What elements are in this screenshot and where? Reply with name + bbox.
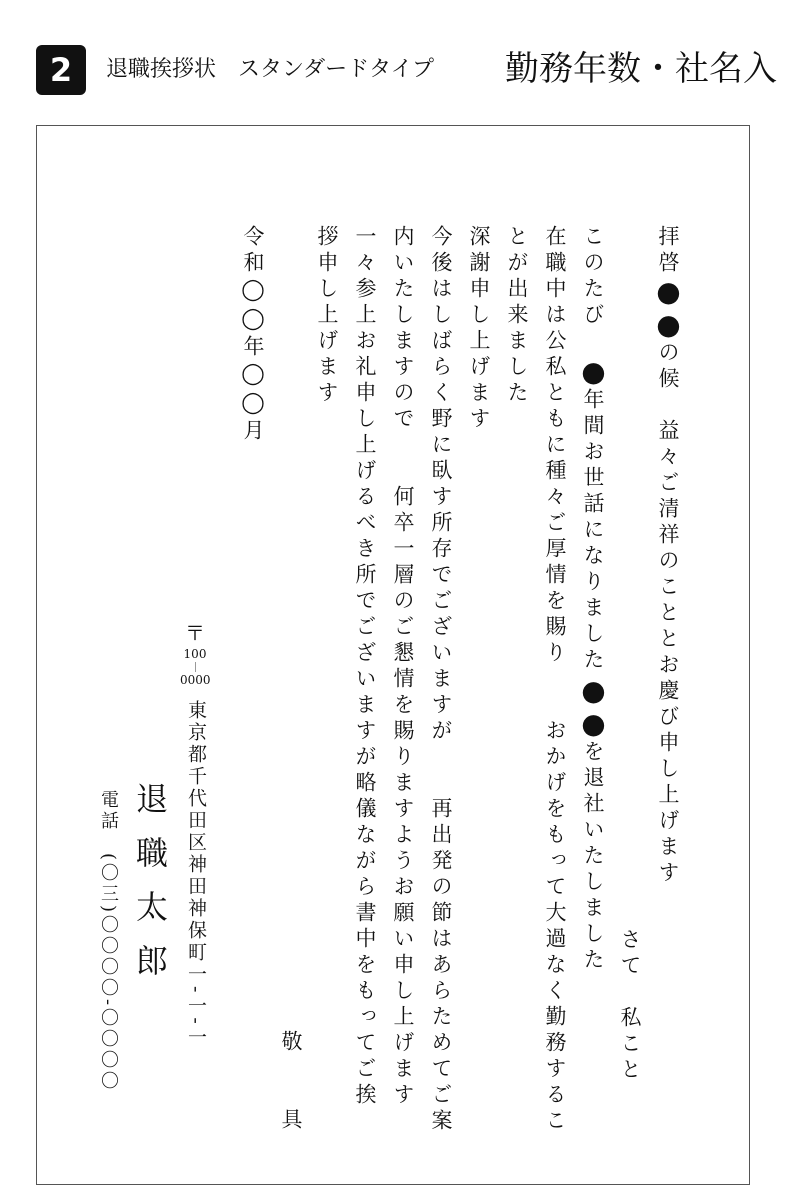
letter-line: 内いたしますので 何卒一層のご懇情を賜りますようお願い申し上げます bbox=[391, 225, 415, 1109]
letter-text: の候 益々ご清祥のこととお慶び申し上げます bbox=[656, 341, 680, 887]
letter-line: 在職中は公私ともに種々ご厚情を賜り おかげをもって大過なく勤務するこ bbox=[543, 225, 567, 1135]
salutation: 拝啓 bbox=[656, 225, 680, 277]
letter-line: 深謝申し上げます bbox=[467, 225, 491, 433]
placeholder-dots: ●● bbox=[652, 275, 685, 341]
letter-line-retirement bbox=[577, 225, 610, 974]
letter-line: 拶申し上げます bbox=[315, 225, 339, 407]
postal-mark-icon: 〒 bbox=[185, 621, 205, 645]
letter-line: 一々参上お礼申し上げるべき所でございますが略儀ながら書中をもってご挨 bbox=[353, 225, 377, 1109]
section-number-badge: 2 bbox=[36, 45, 86, 95]
sender-name: 退職太郎 bbox=[131, 782, 169, 998]
closing: 敬 具 bbox=[279, 1030, 303, 1134]
divider bbox=[195, 662, 196, 672]
letter-text: 年間お世話になりました bbox=[581, 388, 605, 674]
letter-line-season bbox=[652, 275, 685, 887]
date: 令和◯◯年◯◯月 bbox=[241, 225, 265, 445]
template-variant-title: 勤務年数・社名入 bbox=[505, 49, 777, 89]
letter-text: を退社いたしました bbox=[581, 740, 605, 974]
placeholder-dot: ● bbox=[577, 355, 610, 388]
template-type-label: 退職挨拶状 スタンダードタイプ bbox=[106, 57, 435, 82]
letter-line-intro: さて 私こと bbox=[618, 928, 642, 1084]
placeholder-dots: ●● bbox=[577, 674, 610, 740]
postal-code-part: 0000 bbox=[180, 673, 211, 687]
letter-line: とが出来ました bbox=[505, 225, 529, 407]
postal-code-part: 100 bbox=[183, 647, 207, 661]
sender-phone: 電話 (〇三)〇〇〇〇-〇〇〇〇 bbox=[98, 790, 119, 1093]
letter-line: 今後はしばらく野に臥す所存でございますが 再出発の節はあらためてご案 bbox=[429, 225, 453, 1135]
letter-text: このたび bbox=[581, 225, 605, 355]
postal-code bbox=[180, 622, 210, 688]
sender-address: 東京都千代田区神田神保町一-一-一 bbox=[185, 700, 207, 1049]
